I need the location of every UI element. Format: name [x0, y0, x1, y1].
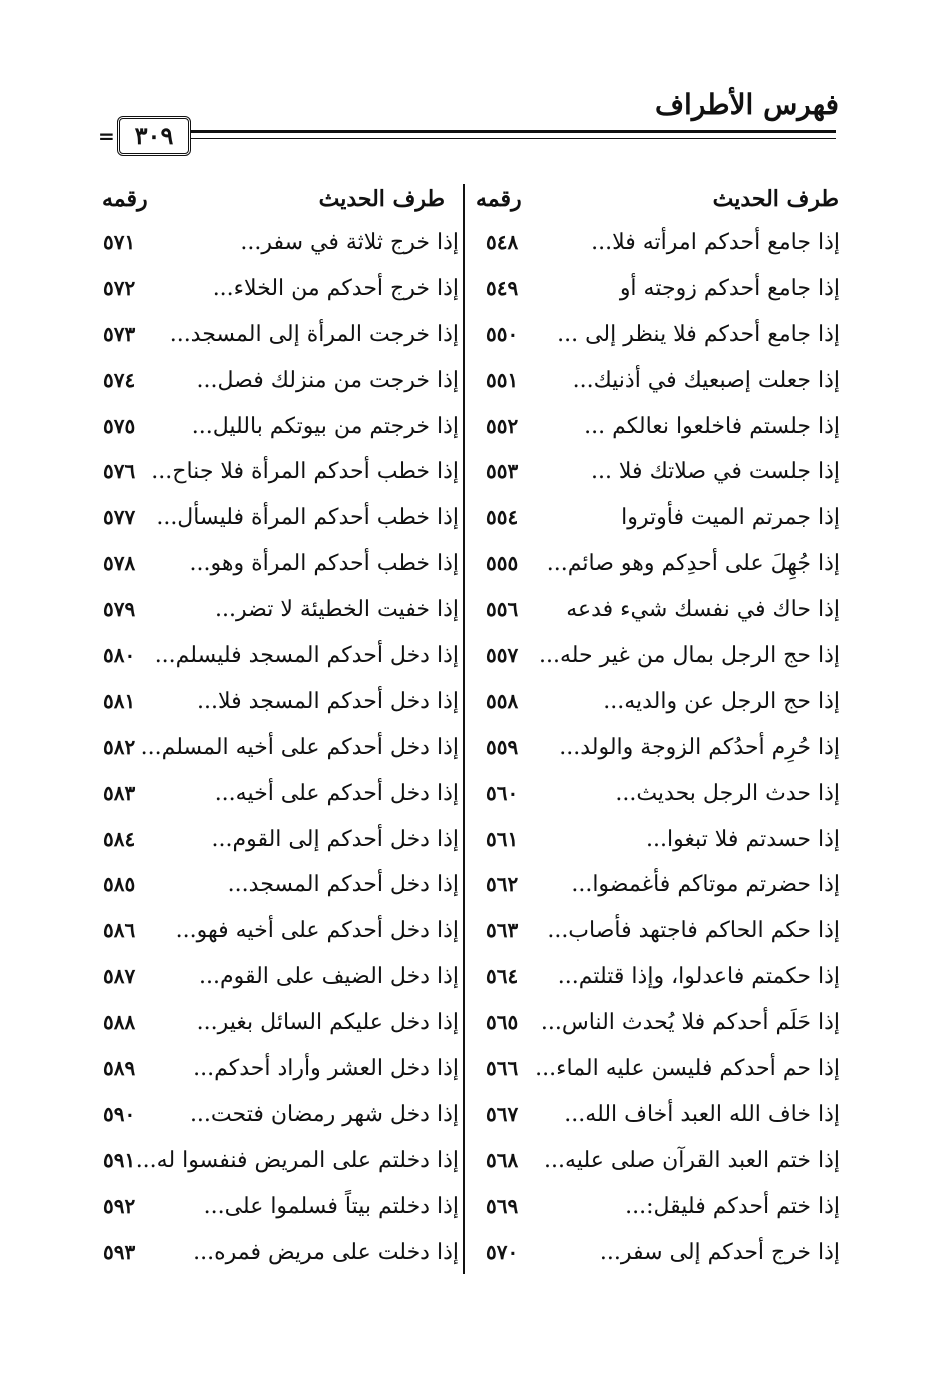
entry-text: إذا دخل أحدكم على أخيه فهو... [175, 918, 459, 944]
header-rule [190, 130, 836, 133]
index-entry [95, 1002, 459, 1048]
entry-text: إذا خرج أحدكم إلى سفر... [599, 1239, 840, 1265]
index-entry [478, 314, 840, 360]
entry-number: ٥٨٩ [103, 1056, 136, 1081]
index-entry [95, 497, 459, 543]
entry-text: إذا ختم العبد القرآن صلى عليه... [544, 1147, 840, 1173]
entry-number: ٥٦١ [486, 826, 519, 851]
index-entry [478, 1002, 840, 1048]
entry-number: ٥٨٠ [103, 643, 136, 668]
entry-number: ٥٦٣ [486, 918, 519, 943]
entry-text: إذا دخلت على مريض فمره... [193, 1239, 459, 1265]
index-entry [95, 543, 459, 589]
index-entry [95, 910, 459, 956]
entry-number: ٥٨٣ [103, 780, 136, 805]
entry-number: ٥٥٤ [486, 505, 519, 530]
index-entry [478, 1048, 840, 1094]
entry-number: ٥٥٩ [486, 734, 519, 759]
entry-text: إذا جلست في صلاتك فلا ... [590, 459, 840, 485]
entry-number: ٥٧٠ [486, 1239, 519, 1264]
entry-number: ٥٦٨ [486, 1147, 519, 1172]
entry-number: ٥٧٣ [103, 321, 136, 346]
index-entry [478, 819, 840, 865]
entry-number: ٥٥٣ [486, 459, 519, 484]
index-entry [478, 1094, 840, 1140]
entry-text: إذا حَلَم أحدكم فلا يُحدث الناس... [540, 1010, 840, 1036]
index-entry [478, 727, 840, 773]
entry-number: ٥٥٨ [486, 688, 519, 713]
entry-text: إذا دخل العشر وأراد أحدكم... [193, 1056, 459, 1082]
entry-number: ٥٩٠ [103, 1101, 136, 1126]
entry-text: إذا دخل أحدكم المسجد... [227, 872, 459, 898]
entry-number: ٥٤٨ [486, 230, 519, 254]
entry-text: إذا دخل أحدكم المسجد فلا... [197, 688, 459, 714]
entry-number: ٥٥٧ [486, 643, 519, 668]
index-entry [95, 1094, 459, 1140]
index-entry [478, 222, 840, 268]
index-entry [95, 268, 459, 314]
entry-text: إذا دخل شهر رمضان فتحت... [189, 1101, 459, 1127]
entry-number: ٥٦٢ [486, 872, 519, 897]
entry-text: إذا جمرتم الميت فأوتروا [621, 505, 840, 531]
entry-text: إذا خرجت المرأة إلى المسجد... [169, 321, 459, 347]
index-entry [478, 956, 840, 1002]
entry-text: إذا خاف الله العبد أخاف الله... [564, 1101, 840, 1127]
entry-number: ٥٤٩ [486, 275, 519, 300]
index-entry [95, 1048, 459, 1094]
entry-text: إذا خطب أحدكم المرأة فليسأل... [156, 505, 459, 531]
index-entry [95, 451, 459, 497]
left-heading-text: طرف الحديث [318, 186, 445, 212]
entry-text: إذا خرج ثلاثة في سفر... [240, 230, 459, 255]
entry-number: ٥٧٦ [103, 459, 136, 484]
index-entry [95, 360, 459, 406]
entry-text: إذا خرج أحدكم من الخلاء... [212, 275, 459, 301]
entry-number: ٥٨٦ [103, 918, 136, 943]
index-entry [95, 1186, 459, 1232]
index-entry [478, 773, 840, 819]
entry-text: إذا دخل الضيف على القوم... [198, 964, 459, 990]
index-entry [478, 864, 840, 910]
entry-text: إذا جامع أحدكم فلا ينظر إلى ... [557, 321, 840, 347]
entry-number: ٥٧٨ [103, 551, 136, 576]
entry-text: إذا دخل أحدكم المسجد فليسلم... [154, 643, 459, 669]
index-entry [95, 406, 459, 452]
entry-number: ٥٦٠ [486, 780, 519, 805]
index-entry [95, 681, 459, 727]
entry-text: إذا دخل عليكم السائل بغير... [196, 1010, 459, 1036]
right-heading-num: رقمه [476, 186, 522, 212]
left-column-list [95, 222, 459, 1277]
entry-number: ٥٥١ [486, 367, 519, 392]
index-entry [478, 589, 840, 635]
entry-text: إذا حج الرجل عن والديه... [603, 688, 840, 714]
entry-number: ٥٥٦ [486, 597, 519, 622]
page-title: فهرس الأطراف [655, 88, 839, 121]
entry-number: ٥٦٤ [486, 964, 519, 989]
entry-text: إذا حكم الحاكم فاجتهد فأصاب... [547, 918, 840, 944]
entry-text: إذا خطب أحدكم المرأة فلا جناح... [151, 459, 459, 485]
entry-number: ٥٥٠ [486, 321, 519, 346]
entry-text: إذا حدث الرجل بحديث... [615, 780, 840, 806]
entry-text: إذا حم أحدكم فليسن عليه الماء... [535, 1056, 840, 1082]
entry-number: ٥٥٢ [486, 413, 519, 438]
entry-number: ٥٧٧ [103, 505, 136, 530]
entry-number: ٥٨١ [103, 688, 136, 713]
entry-text: إذا حضرتم موتاكم فأغمضوا... [571, 872, 840, 898]
entry-number: ٥٩٢ [103, 1193, 136, 1218]
index-entry [478, 406, 840, 452]
entry-text: إذا جعلت إصبعيك في أذنيك... [572, 367, 840, 393]
entry-text: إذا حُرِم أحدُكم الزوجة والولد... [559, 734, 840, 760]
entry-number: ٥٧٩ [103, 597, 136, 622]
entry-text: إذا خرجتم من بيوتكم بالليل... [191, 413, 459, 439]
index-entry [478, 268, 840, 314]
entry-text: إذا جُهِلَ على أحدِكم وهو صائم... [546, 551, 840, 577]
entry-number: ٥٨٧ [103, 964, 136, 989]
entry-text: إذا دخل أحدكم على أخيه المسلم... [140, 734, 459, 760]
entry-number: ٥٧١ [103, 230, 136, 254]
index-entry [478, 910, 840, 956]
page-number: ٣٠٩ [117, 116, 191, 156]
entry-text: إذا جلستم فاخلعوا نعالكم ... [584, 413, 840, 439]
entry-number: ٥٦٦ [486, 1056, 519, 1081]
entry-text: إذا حج الرجل بمال من غير حله... [539, 643, 840, 669]
index-entry [478, 1140, 840, 1186]
entry-number: ٥٨٤ [103, 826, 136, 851]
entry-text: إذا خرجت من منزلك فصل... [196, 367, 459, 393]
entry-text: إذا حسدتم فلا تبغوا... [645, 826, 840, 852]
page-marker: = [98, 124, 115, 148]
entry-number: ٥٦٧ [486, 1101, 519, 1126]
entry-number: ٥٩٣ [103, 1239, 136, 1264]
entry-text: إذا ختم أحدكم فليقل:... [625, 1193, 840, 1219]
right-heading-text: طرف الحديث [712, 186, 839, 212]
index-entry [478, 1232, 840, 1278]
entry-text: إذا دخلتم على المريض فنفسوا له... [135, 1147, 459, 1173]
header-rule-thin [190, 138, 836, 139]
index-entry [478, 497, 840, 543]
index-entry [95, 1232, 459, 1278]
entry-text: إذا حاك في نفسك شيء فدعه [566, 597, 840, 623]
entry-number: ٥٧٢ [103, 275, 136, 300]
entry-text: إذا حكمتم فاعدلوا، وإذا قتلتم... [557, 964, 840, 990]
entry-number: ٥٥٥ [486, 551, 519, 576]
index-entry [478, 451, 840, 497]
index-entry [478, 360, 840, 406]
entry-number: ٥٨٢ [103, 734, 136, 759]
index-entry [95, 819, 459, 865]
entry-text: إذا دخل أحدكم إلى القوم... [211, 826, 459, 852]
entry-number: ٥٧٤ [103, 367, 136, 392]
entry-number: ٥٨٥ [103, 872, 136, 897]
index-entry [95, 635, 459, 681]
entry-text: إذا دخلتم بيتاً فسلموا على... [203, 1193, 459, 1219]
column-divider [463, 184, 465, 1274]
entry-text: إذا جامع أحدكم امرأته فلا... [591, 230, 840, 255]
index-entry [95, 956, 459, 1002]
right-column-list [478, 222, 840, 1277]
index-entry [478, 681, 840, 727]
entry-number: ٥٦٩ [486, 1193, 519, 1218]
index-entry [95, 773, 459, 819]
entry-number: ٥٨٨ [103, 1010, 136, 1035]
entry-number: ٥٦٥ [486, 1010, 519, 1035]
index-entry [95, 222, 459, 268]
entry-number: ٥٩١ [103, 1147, 136, 1172]
entry-text: إذا خطب أحدكم المرأة وهو... [189, 551, 459, 577]
index-entry [95, 1140, 459, 1186]
entry-text: إذا جامع أحدكم زوجته أو [619, 275, 840, 301]
index-entry [478, 1186, 840, 1232]
index-entry [478, 543, 840, 589]
index-entry [95, 864, 459, 910]
entry-text: إذا خفيت الخطيئة لا تضر... [215, 597, 459, 623]
left-heading-num: رقمه [102, 186, 148, 212]
entry-text: إذا دخل أحدكم على أخيه... [214, 780, 459, 806]
index-entry [95, 727, 459, 773]
entry-number: ٥٧٥ [103, 413, 136, 438]
index-entry [95, 589, 459, 635]
index-entry [478, 635, 840, 681]
index-entry [95, 314, 459, 360]
